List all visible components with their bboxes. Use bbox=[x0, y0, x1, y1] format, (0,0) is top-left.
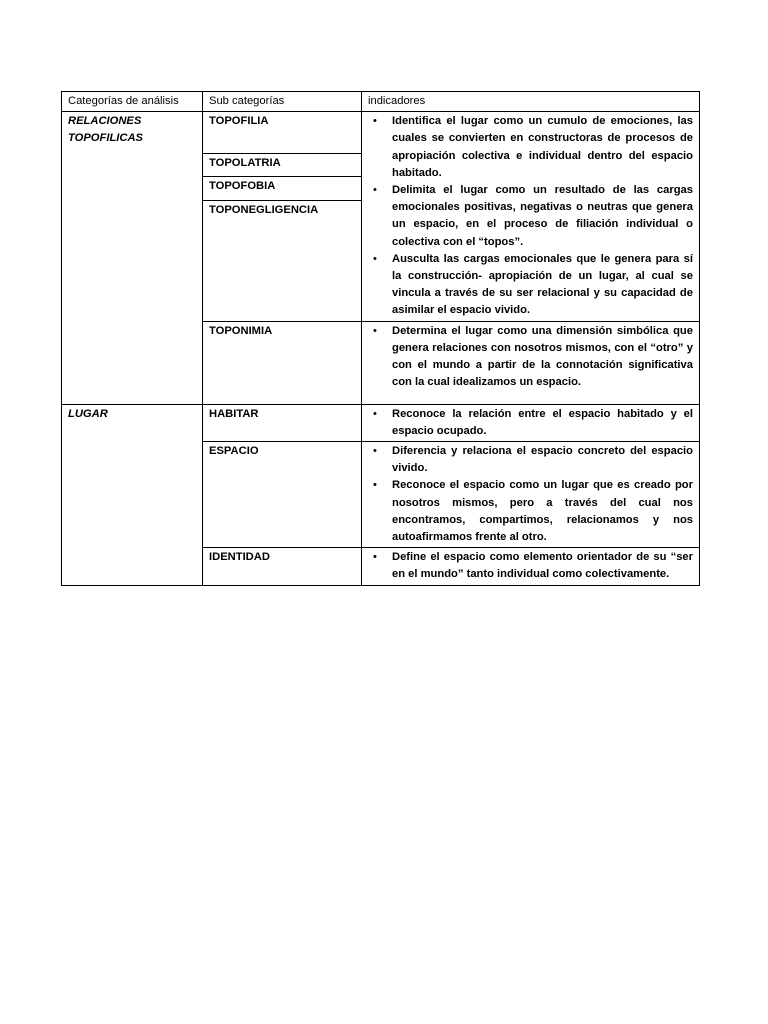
subcategory-topofobia: TOPOFOBIA bbox=[203, 177, 362, 201]
indicator-list bbox=[368, 406, 693, 440]
indicator-item: • Delimita el lugar como un resultado de las cargas emocionales positivas, negativas o neutras que genera un espacio, en el proceso de filiación individual o colectiva con el “topos”. bbox=[368, 182, 693, 251]
header-subcategories: Sub categorías bbox=[203, 92, 362, 112]
subcategory-espacio: ESPACIO bbox=[203, 442, 362, 548]
subcategory-topolatria: TOPOLATRIA bbox=[203, 153, 362, 177]
indicator-item: • Define el espacio como elemento orientador de su “ser en el mundo” tanto individual como colectivamente. bbox=[368, 549, 693, 583]
indicator-list bbox=[368, 443, 693, 546]
indicator-item: • Ausculta las cargas emocionales que le genera para sí la construcción- apropiación de un lugar, al cual se vincula a través de su ser relacional y su capacidad de asimilar el espacio vivido. bbox=[368, 251, 693, 320]
indicator-item: • Identifica el lugar como un cumulo de emociones, las cuales se convierten en constructoras de procesos de apropiación colectiva e individual dentro del espacio habitado. bbox=[368, 113, 693, 182]
header-indicators: indicadores bbox=[362, 92, 700, 112]
subcategory-toponimia: TOPONIMIA bbox=[203, 321, 362, 404]
indicator-list bbox=[368, 549, 693, 583]
indicators-cell bbox=[362, 548, 700, 585]
header-categories: Categorías de análisis bbox=[62, 92, 203, 112]
indicator-item: • Reconoce el espacio como un lugar que es creado por nosotros mismos, pero a través del cual nos encontramos, compartimos, relacionamos y nos autoafirmamos frente al otro. bbox=[368, 477, 693, 546]
indicators-cell bbox=[362, 404, 700, 441]
indicators-cell bbox=[362, 321, 700, 404]
indicator-item: • Determina el lugar como una dimensión simbólica que genera relaciones con nosotros mismos, con el “otro” y con el mundo a partir de la connotación significativa con la cual idealizamos un espacio. bbox=[368, 323, 693, 392]
table-row bbox=[62, 112, 700, 154]
header-row bbox=[62, 92, 700, 112]
analysis-table bbox=[61, 91, 700, 586]
indicator-list bbox=[368, 113, 693, 319]
subcategory-habitar: HABITAR bbox=[203, 404, 362, 441]
subcategory-identidad: IDENTIDAD bbox=[203, 548, 362, 585]
subcategory-topofilia: TOPOFILIA bbox=[203, 112, 362, 154]
indicator-item: • Reconoce la relación entre el espacio habitado y el espacio ocupado. bbox=[368, 406, 693, 440]
category-relaciones-topofilicas: RELACIONES TOPOFILICAS bbox=[62, 112, 203, 404]
table-row bbox=[62, 404, 700, 441]
subcategory-toponegligencia: TOPONEGLIGENCIA bbox=[203, 200, 362, 321]
indicator-list bbox=[368, 323, 693, 392]
category-lugar: LUGAR bbox=[62, 404, 203, 585]
indicator-item: • Diferencia y relaciona el espacio concreto del espacio vivido. bbox=[368, 443, 693, 477]
indicators-cell bbox=[362, 442, 700, 548]
indicators-cell bbox=[362, 112, 700, 321]
